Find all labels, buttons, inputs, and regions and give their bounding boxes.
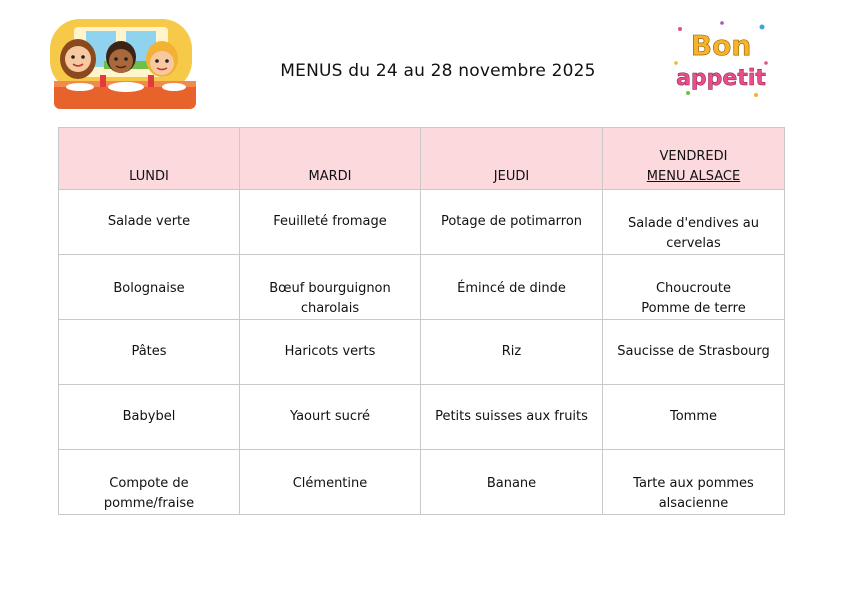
day-header-jeudi — [421, 128, 603, 190]
table-row-side — [59, 320, 785, 385]
day-name: JEUDI — [493, 169, 530, 184]
svg-text:appetit: appetit — [676, 66, 766, 91]
dish-name: Bœuf bourguignon charolais — [269, 281, 391, 316]
menu-cell — [421, 450, 603, 515]
table-row-starter — [59, 190, 785, 255]
dish-name: Yaourt sucré — [289, 409, 371, 424]
day-name: VENDREDI — [659, 149, 728, 164]
dish-name: Bolognaise — [113, 281, 185, 296]
menu-cell — [59, 450, 240, 515]
menu-cell — [240, 255, 421, 320]
menu-cell — [603, 255, 785, 320]
menu-cell — [59, 320, 240, 385]
menu-cell — [603, 385, 785, 450]
dish-name: Saucisse de Strasbourg — [617, 344, 770, 359]
day-name: LUNDI — [129, 169, 169, 184]
dish-name: Salade verte — [107, 214, 191, 229]
dish-name: Babybel — [122, 409, 176, 424]
kids-eating-illustration — [44, 17, 198, 113]
dish-name: Tomme — [669, 409, 717, 424]
menu-cell — [240, 450, 421, 515]
weekly-menu-table — [58, 127, 785, 515]
day-header-vendredi — [603, 128, 785, 190]
dish-name: Riz — [501, 344, 522, 359]
dish-name: Haricots verts — [284, 344, 376, 359]
menu-cell — [603, 320, 785, 385]
table-header-row — [59, 128, 785, 190]
menu-cell — [603, 190, 785, 255]
dish-name: Petits suisses aux fruits — [435, 409, 588, 424]
day-name: MARDI — [308, 169, 352, 184]
menu-cell — [59, 255, 240, 320]
dish-name: Tarte aux pommes alsacienne — [633, 476, 754, 511]
table-row-dessert — [59, 450, 785, 515]
dish-name: Salade d'endives au cervelas — [628, 216, 759, 251]
menu-cell — [421, 320, 603, 385]
dish-name: Pâtes — [131, 344, 167, 359]
day-header-lundi — [59, 128, 240, 190]
menu-cell — [240, 190, 421, 255]
page-title: MENUS du 24 au 28 novembre 2025 — [280, 61, 596, 81]
dish-name: Choucroute Pomme de terre — [641, 281, 746, 316]
menu-cell — [240, 320, 421, 385]
menu-cell — [421, 190, 603, 255]
day-note: MENU ALSACE — [646, 169, 741, 184]
menu-cell — [603, 450, 785, 515]
menu-cell — [59, 385, 240, 450]
dish-name: Feuilleté fromage — [273, 214, 387, 229]
svg-text:Bon: Bon — [690, 29, 752, 62]
dish-name: Compote de pomme/fraise — [103, 476, 195, 511]
dish-name: Potage de potimarron — [440, 214, 583, 229]
menu-cell — [240, 385, 421, 450]
bon-appetit-logo — [672, 17, 770, 103]
menu-cell — [421, 385, 603, 450]
dish-name: Banane — [486, 476, 537, 491]
menu-cell — [421, 255, 603, 320]
table-row-main — [59, 255, 785, 320]
day-header-mardi — [240, 128, 421, 190]
menu-cell — [59, 190, 240, 255]
table-row-dairy — [59, 385, 785, 450]
dish-name: Clémentine — [292, 476, 368, 491]
dish-name: Émincé de dinde — [457, 281, 566, 296]
